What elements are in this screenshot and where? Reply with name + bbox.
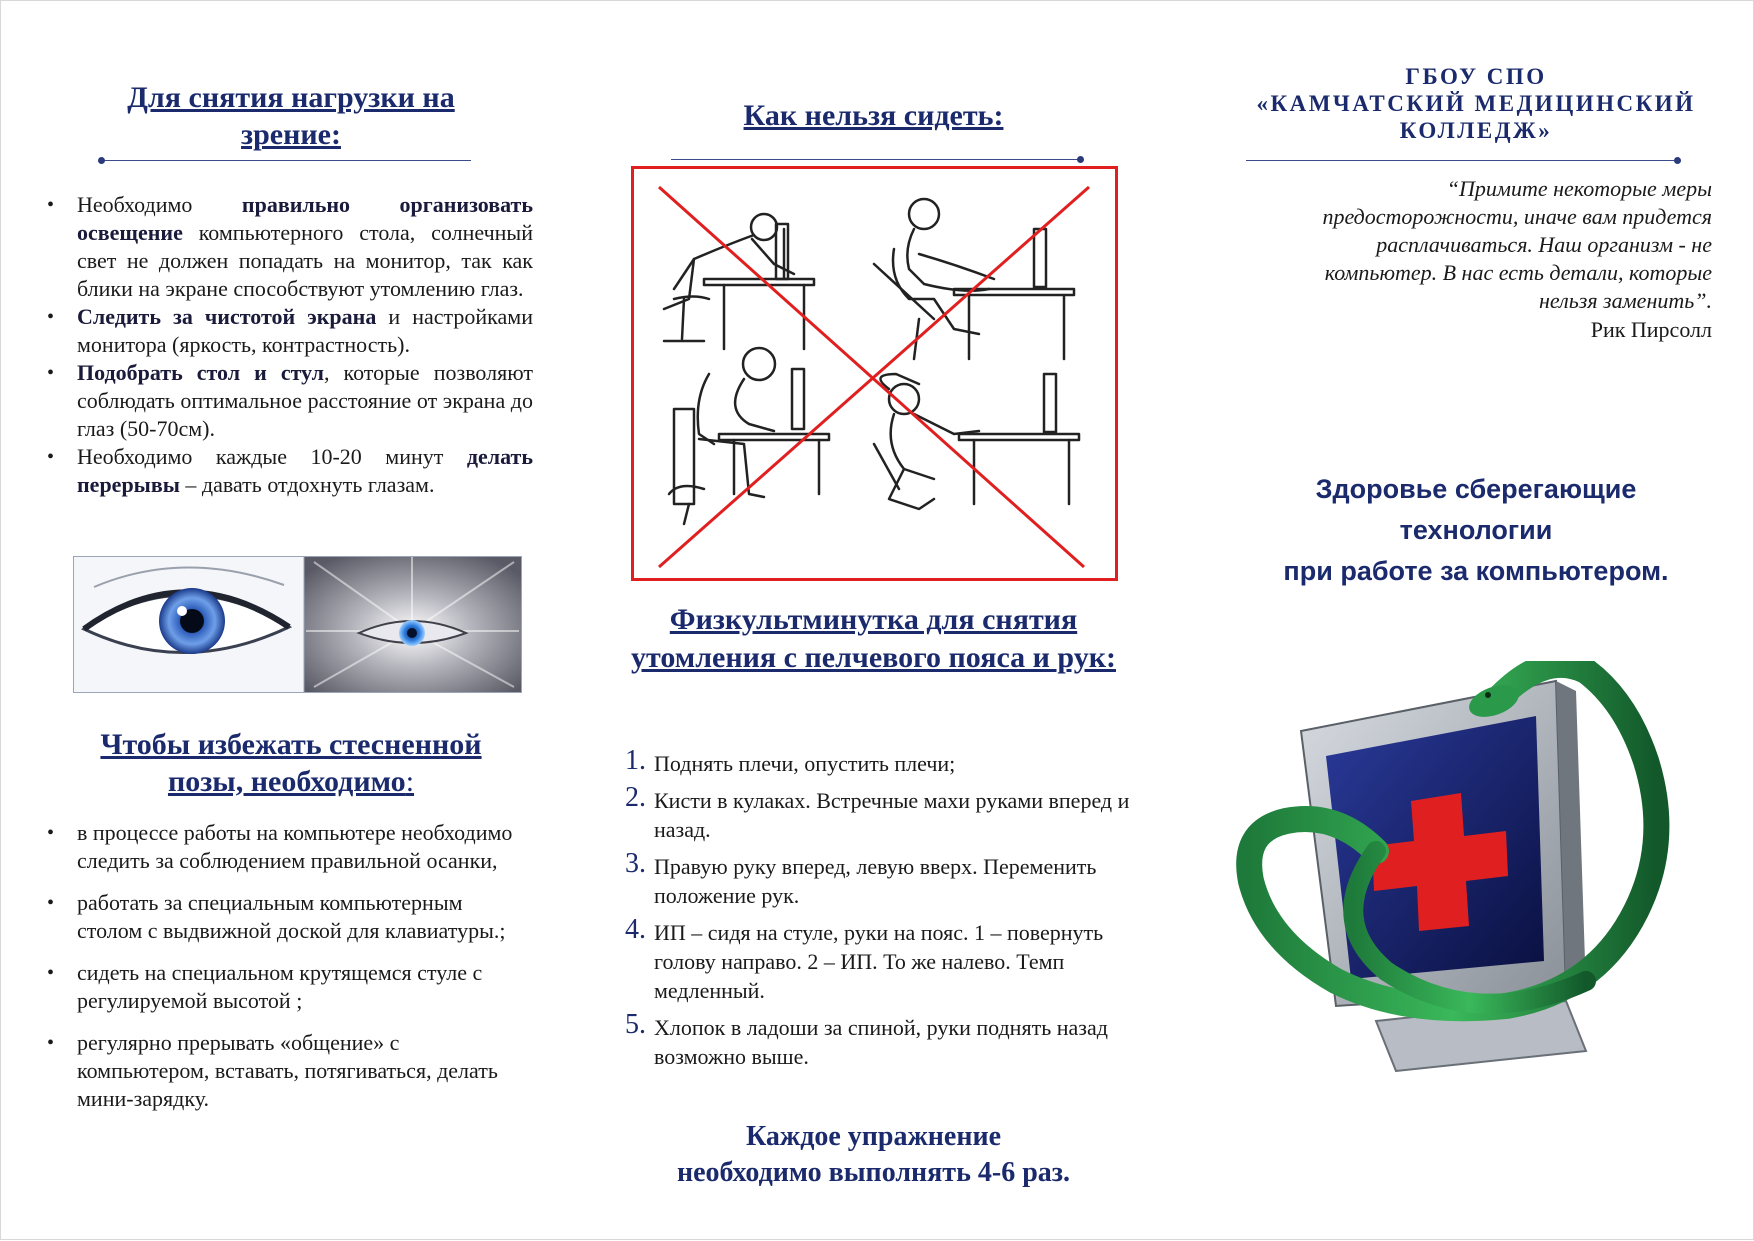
tip-text: компьютерного стола, солнечный свет не должен попадать на монитор, так как блики на экране способствуют утомлению глаз. xyxy=(77,220,533,301)
eye-illustration xyxy=(74,557,521,692)
exercise-text: Хлопок в ладоши за спиной, руки поднять назад возможно выше. xyxy=(654,1015,1108,1069)
emphasis-text: делать перерывы xyxy=(77,444,533,497)
exercise-item xyxy=(621,745,1131,778)
institution-name xyxy=(1226,63,1726,144)
bad-posture-heading-rule xyxy=(671,159,1081,160)
tip-text: и настройками монитора (яркость, контрастность). xyxy=(77,304,533,357)
vision-heading-rule xyxy=(101,160,471,161)
vision-heading: Для снятия нагрузки на зрение: xyxy=(127,81,455,151)
emphasis-text: Подобрать стол и стул xyxy=(77,360,324,385)
title-line-2: технологии xyxy=(1399,515,1553,545)
closing-note xyxy=(616,1119,1131,1191)
exercise-list xyxy=(621,745,1131,1079)
tip-text: , которые позволяют соблюдать оптимальное расстояние от экрана до глаз (50-70см). xyxy=(77,360,533,441)
posture-tip-text: в процессе работы на компьютере необходимо следить за соблюдением правильной осанки, xyxy=(77,820,513,873)
vision-tip-item xyxy=(41,443,533,499)
bad-posture-drawing xyxy=(634,169,1115,578)
exercise-number: 3. xyxy=(625,848,646,879)
posture-heading-colon: : xyxy=(405,765,415,798)
emphasis-text: Следить за чистотой экрана xyxy=(77,304,377,329)
title-line-3: при работе за компьютером. xyxy=(1283,556,1669,586)
vision-tip-item xyxy=(41,359,533,443)
posture-heading xyxy=(71,726,511,800)
posture-tip-item xyxy=(41,889,533,945)
computer-snake-emblem xyxy=(1226,661,1726,1121)
exercise-text: Кисти в кулаках. Встречные махи руками вперед и назад. xyxy=(654,788,1130,842)
computer-snake-drawing xyxy=(1226,661,1726,1121)
institution-line-1: ГБОУ СПО xyxy=(1405,64,1547,89)
posture-tip-item xyxy=(41,1029,533,1113)
exercise-item xyxy=(621,914,1131,1005)
posture-tip-text: сидеть на специальном крутящемся стуле с регулируемой высотой ; xyxy=(77,960,483,1013)
tip-text: Необходимо xyxy=(77,192,242,217)
exercise-text: ИП – сидя на стуле, руки на пояс. 1 – повернуть голову направо. 2 – ИП. То же налево. Темп медленный. xyxy=(654,920,1104,1003)
epigraph-author: Рик Пирсолл xyxy=(1590,317,1712,342)
bullet-marker: • xyxy=(47,446,55,468)
bullet-marker: • xyxy=(47,194,55,216)
right-column xyxy=(1226,1,1726,1241)
exercise-item xyxy=(621,1009,1131,1071)
posture-tips-list xyxy=(41,819,533,1127)
posture-tip-item xyxy=(41,819,533,875)
posture-heading-text: Чтобы избежать стесненной позы, необходимо xyxy=(100,728,482,798)
exercise-text: Поднять плечи, опустить плечи; xyxy=(654,751,956,776)
bullet-marker: • xyxy=(47,362,55,384)
bullet-marker: • xyxy=(47,962,55,984)
bullet-marker: • xyxy=(47,306,55,328)
middle-column xyxy=(616,1,1131,1241)
brochure-title xyxy=(1226,469,1726,592)
institution-line-3: КОЛЛЕДЖ» xyxy=(1399,118,1553,143)
bullet-marker: • xyxy=(47,1032,55,1054)
exercise-number: 1. xyxy=(625,745,646,776)
vision-tips-list xyxy=(41,191,533,499)
exercise-item xyxy=(621,782,1131,844)
posture-tip-text: регулярно прерывать «общение» с компьютером, вставать, потягиваться, делать мини-зарядку. xyxy=(77,1030,498,1111)
institution-rule xyxy=(1246,160,1678,161)
posture-tip-item xyxy=(41,959,533,1015)
title-line-1: Здоровье сберегающие xyxy=(1315,474,1637,504)
bad-posture-illustration xyxy=(631,166,1118,581)
exercise-number: 5. xyxy=(625,1009,646,1040)
exercise-item xyxy=(621,848,1131,910)
bullet-marker: • xyxy=(47,822,55,844)
institution-line-2: «КАМЧАТСКИЙ МЕДИЦИНСКИЙ xyxy=(1256,91,1696,116)
bullet-marker: • xyxy=(47,892,55,914)
closing-line-1: Каждое упражнение xyxy=(745,1121,1002,1152)
eye-image xyxy=(73,556,522,693)
bad-posture-heading: Как нельзя сидеть: xyxy=(743,99,1004,132)
exercise-heading: Физкультминутка для снятия утомления с пелчевого пояса и рук: xyxy=(631,603,1116,674)
tip-text: – давать отдохнуть глазам. xyxy=(179,472,435,497)
tip-text: Необходимо каждые 10-20 минут xyxy=(77,444,467,469)
exercise-number: 2. xyxy=(625,782,646,813)
exercise-number: 4. xyxy=(625,914,646,945)
left-column xyxy=(41,1,541,1241)
closing-line-2: необходимо выполнять 4-6 раз. xyxy=(676,1157,1071,1188)
posture-tip-text: работать за специальным компьютерным столом с выдвижной доской для клавиатуры.; xyxy=(77,890,506,943)
epigraph-quote: “Примите некоторые меры предосторожности, иначе вам придется расплачиваться. Наш организм - не компьютер. В нас есть детали, которые нельзя заменить”. xyxy=(1322,176,1712,313)
vision-tip-item xyxy=(41,191,533,303)
exercise-text: Правую руку вперед, левую вверх. Переменить положение рук. xyxy=(654,854,1097,908)
vision-tip-item xyxy=(41,303,533,359)
emphasis-text: правильно организовать освещение xyxy=(77,192,533,245)
